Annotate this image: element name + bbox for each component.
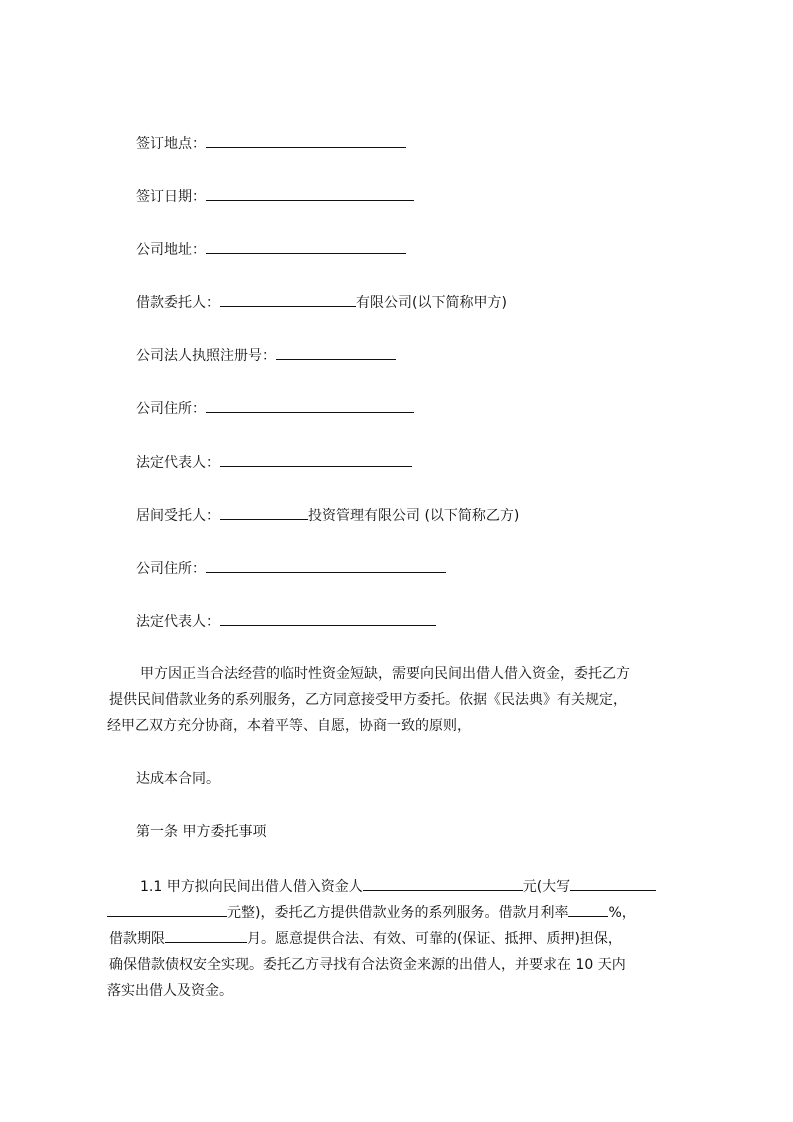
blank-underline[interactable]: [206, 557, 446, 573]
blank-underline[interactable]: [206, 132, 406, 148]
field-label: 签订日期：: [136, 189, 206, 205]
article-1-line-4: 确保借款债权安全实现。委托乙方寻找有合法资金来源的出借人，并要求在 10 天内: [109, 957, 626, 973]
field-signing-date: [136, 185, 414, 207]
field-legal-rep-b: [136, 610, 436, 632]
article-1-title: 第一条 甲方委托事项: [136, 824, 267, 840]
intro-line-1: 甲方因正当合法经营的临时性资金短缺，需要向民间出借人借入资金，委托乙方: [140, 666, 630, 682]
blank-amount-words-cont[interactable]: [107, 901, 227, 917]
field-signing-place: [136, 132, 406, 154]
blank-underline[interactable]: [220, 451, 412, 467]
blank-underline[interactable]: [206, 397, 414, 413]
field-label: 公司住所：: [136, 401, 206, 417]
blank-underline[interactable]: [206, 185, 414, 201]
blank-underline[interactable]: [276, 344, 396, 360]
article-1-line-5: 落实出借人及资金。: [107, 983, 233, 999]
field-label: 法定代表人：: [136, 455, 220, 471]
blank-underline[interactable]: [206, 238, 406, 254]
article-1-body: [107, 874, 699, 1004]
field-company-residence-b: [136, 557, 446, 579]
field-intermediary: [136, 504, 519, 526]
blank-underline[interactable]: [220, 291, 356, 307]
intro-line-3: 经甲乙双方充分协商，本着平等、自愿，协商一致的原则，: [107, 718, 471, 734]
blank-loan-term[interactable]: [165, 927, 247, 943]
field-borrower: [136, 291, 507, 313]
field-legal-rep-a: [136, 451, 412, 473]
field-license-number: [136, 344, 396, 366]
blank-interest-rate[interactable]: [568, 901, 608, 917]
conclusion-text: 达成本合同。: [136, 771, 220, 787]
blank-amount[interactable]: [363, 875, 523, 891]
field-label: 居间受托人：: [136, 508, 220, 524]
blank-underline[interactable]: [220, 504, 308, 520]
field-label: 公司地址：: [136, 242, 206, 258]
blank-underline[interactable]: [220, 610, 436, 626]
article-1-line-1: 1.1 甲方拟向民间出借人借入资金人 元(大写: [107, 874, 699, 900]
field-company-address: [136, 238, 406, 260]
field-label: 借款委托人：: [136, 295, 220, 311]
field-label: 公司住所：: [136, 561, 206, 577]
intro-paragraph: [107, 661, 699, 739]
blank-amount-words[interactable]: [570, 875, 656, 891]
field-label: 签订地点：: [136, 136, 206, 152]
field-suffix: 投资管理有限公司 (以下简称乙方): [308, 508, 520, 524]
field-label: 法定代表人：: [136, 614, 220, 630]
field-label: 公司法人执照注册号：: [136, 348, 276, 364]
field-suffix: 有限公司(以下简称甲方): [356, 295, 507, 311]
article-1-line-2: 元整)，委托乙方提供借款业务的系列服务。借款月利率 %，: [107, 900, 699, 926]
article-1-line-3: 借款期限 月。愿意提供合法、有效、可靠的(保证、抵押、质押)担保，: [107, 926, 699, 952]
field-company-residence-a: [136, 397, 414, 419]
intro-line-2: 提供民间借款业务的系列服务，乙方同意接受甲方委托。依据《民法典》有关规定，: [109, 692, 627, 708]
